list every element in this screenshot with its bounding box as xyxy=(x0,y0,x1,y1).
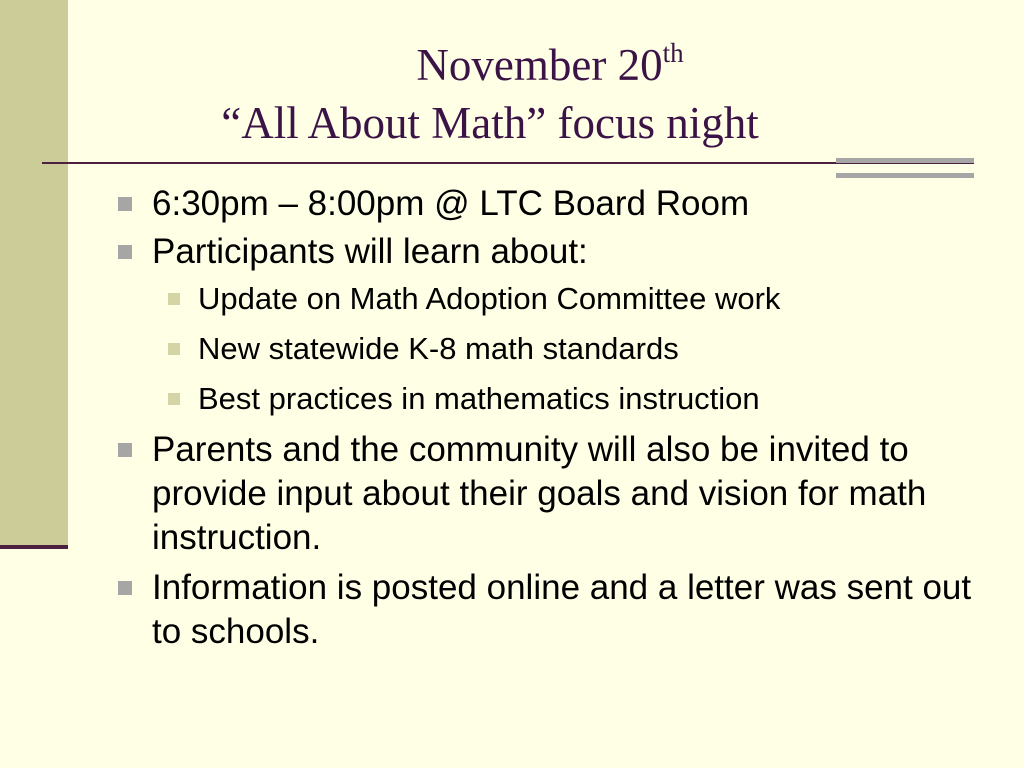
bullet-item xyxy=(112,566,992,654)
title-divider-line xyxy=(42,162,974,164)
bullet-item xyxy=(112,230,992,274)
sub-bullet-item xyxy=(112,328,992,370)
square-bullet-icon xyxy=(118,581,132,595)
bullet-text: Information is posted online and a letter was sent out to schools. xyxy=(152,568,972,651)
square-bullet-icon xyxy=(118,443,132,457)
bullet-text: Participants will learn about: xyxy=(152,232,588,271)
square-bullet-icon xyxy=(118,197,132,211)
title-divider-gray-bar-top xyxy=(836,158,974,163)
left-accent-rule xyxy=(0,545,68,549)
title-divider-gray-bar-bottom xyxy=(836,173,974,178)
square-bullet-icon xyxy=(118,245,132,259)
sub-bullet-text: Update on Math Adoption Committee work xyxy=(198,281,781,316)
square-sub-bullet-icon xyxy=(168,293,180,305)
bullet-text: Parents and the community will also be invited to provide input about their goals and vision for math instruction. xyxy=(152,430,927,557)
slide-body xyxy=(112,182,992,658)
square-sub-bullet-icon xyxy=(168,343,180,355)
sub-bullet-text: New statewide K-8 math standards xyxy=(198,331,679,366)
slide-title-date-suffix: th xyxy=(662,38,684,68)
left-decorative-bar xyxy=(0,0,68,545)
slide-title-date xyxy=(80,36,900,94)
bullet-item xyxy=(112,182,992,226)
slide-title-date-text: November 20 xyxy=(416,40,663,90)
sub-bullet-item xyxy=(112,378,992,420)
slide-title xyxy=(80,36,900,152)
slide-title-subtitle: “All About Math” focus night xyxy=(221,98,759,148)
sub-bullet-item xyxy=(112,278,992,320)
bullet-text: 6:30pm – 8:00pm @ LTC Board Room xyxy=(152,184,750,223)
bullet-item xyxy=(112,428,992,560)
square-sub-bullet-icon xyxy=(168,393,180,405)
sub-bullet-text: Best practices in mathematics instruction xyxy=(198,381,760,416)
